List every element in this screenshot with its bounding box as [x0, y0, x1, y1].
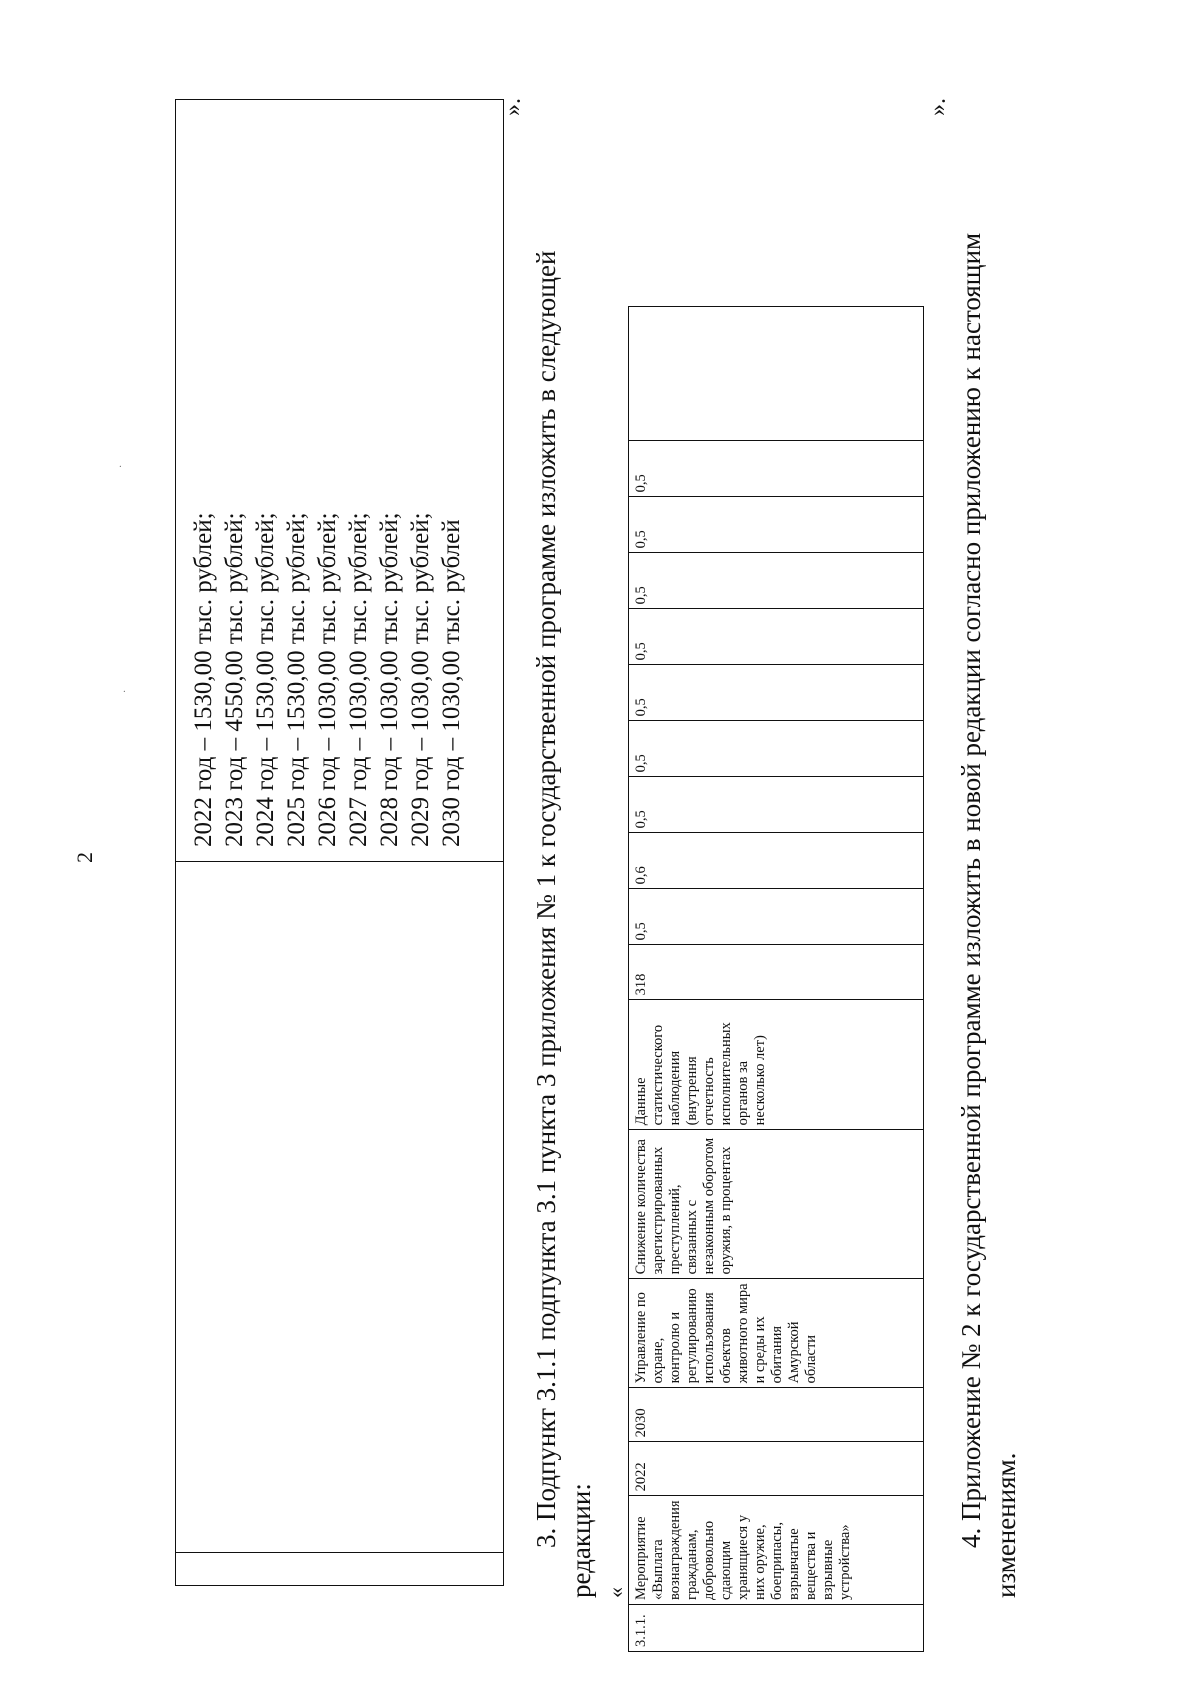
cell-data-source: Данные статистического наблюдения (внутрення отчетность исполнительных органов за несколько лет) [629, 1000, 924, 1130]
funding-line: 2022 год – 1530,00 тыс. рублей; [190, 512, 217, 847]
paragraph-3-line-1: 3. Подпункт 3.1.1 подпункта 3.1 пункта 3 приложения № 1 к государственной программе изложить в следующей [531, 250, 561, 1548]
funding-table [175, 99, 504, 1586]
paragraph-4-line-2: изменениям. [991, 1452, 1021, 1598]
funding-line: 2025 год – 1530,00 тыс. рублей; [283, 512, 310, 847]
cell-number: 3.1.1. [629, 1605, 924, 1652]
cell-year-start: 2022 [629, 1442, 924, 1496]
funding-line: 2024 год – 1530,00 тыс. рублей; [252, 512, 279, 847]
funding-list [188, 512, 467, 847]
funding-line: 2029 год – 1030,00 тыс. рублей; [407, 512, 434, 847]
table-border [176, 1552, 503, 1553]
funding-line: 2023 год – 4550,00 тыс. рублей; [221, 512, 248, 847]
cell-empty [629, 307, 924, 441]
closing-quote: ». [500, 98, 526, 116]
cell-activity-name: Мероприятие «Выплата вознаграждения гражданам, добровольно сдающим хранящиеся у них оружие, боеприпасы, взрывчатые вещества и взрывные устройства» [629, 1496, 924, 1605]
cell-code: 318 [629, 945, 924, 1000]
paragraph-3-line-2: редакции: [566, 1483, 596, 1598]
table-row [629, 307, 924, 1652]
cell-value: 0,5 [629, 497, 924, 553]
scan-speck: · [116, 464, 127, 468]
indicator-table [628, 306, 924, 1652]
cell-value: 0,5 [629, 777, 924, 833]
scan-speck: · [120, 689, 131, 693]
funding-line: 2026 год – 1030,00 тыс. рублей; [314, 512, 341, 847]
cell-value: 0,6 [629, 833, 924, 889]
opening-quote: « [603, 1587, 628, 1598]
cell-value: 0,5 [629, 665, 924, 721]
funding-line: 2028 год – 1030,00 тыс. рублей; [376, 512, 403, 847]
paragraph-4-line-1: 4. Приложение № 2 к государственной программе изложить в новой редакции согласно приложению к настоящим [956, 232, 986, 1548]
cell-value: 0,5 [629, 889, 924, 945]
page-number: 2 [72, 852, 97, 863]
funding-line: 2027 год – 1030,00 тыс. рублей; [345, 512, 372, 847]
closing-quote: ». [925, 98, 951, 116]
cell-executor: Управление по охране, контролю и регулированию использования объектов животного мира и среды их обитания Амурской области [629, 1279, 924, 1388]
cell-year-end: 2030 [629, 1388, 924, 1442]
cell-value: 0,5 [629, 609, 924, 665]
table-border [176, 861, 503, 862]
cell-value: 0,5 [629, 721, 924, 777]
cell-value: 0,5 [629, 441, 924, 497]
funding-line: 2030 год – 1030,00 тыс. рублей [438, 519, 465, 847]
cell-indicator: Снижение количества зарегистрированных преступлений, связанных с незаконным оборотом оружия, в процентах [629, 1130, 924, 1279]
cell-value: 0,5 [629, 553, 924, 609]
